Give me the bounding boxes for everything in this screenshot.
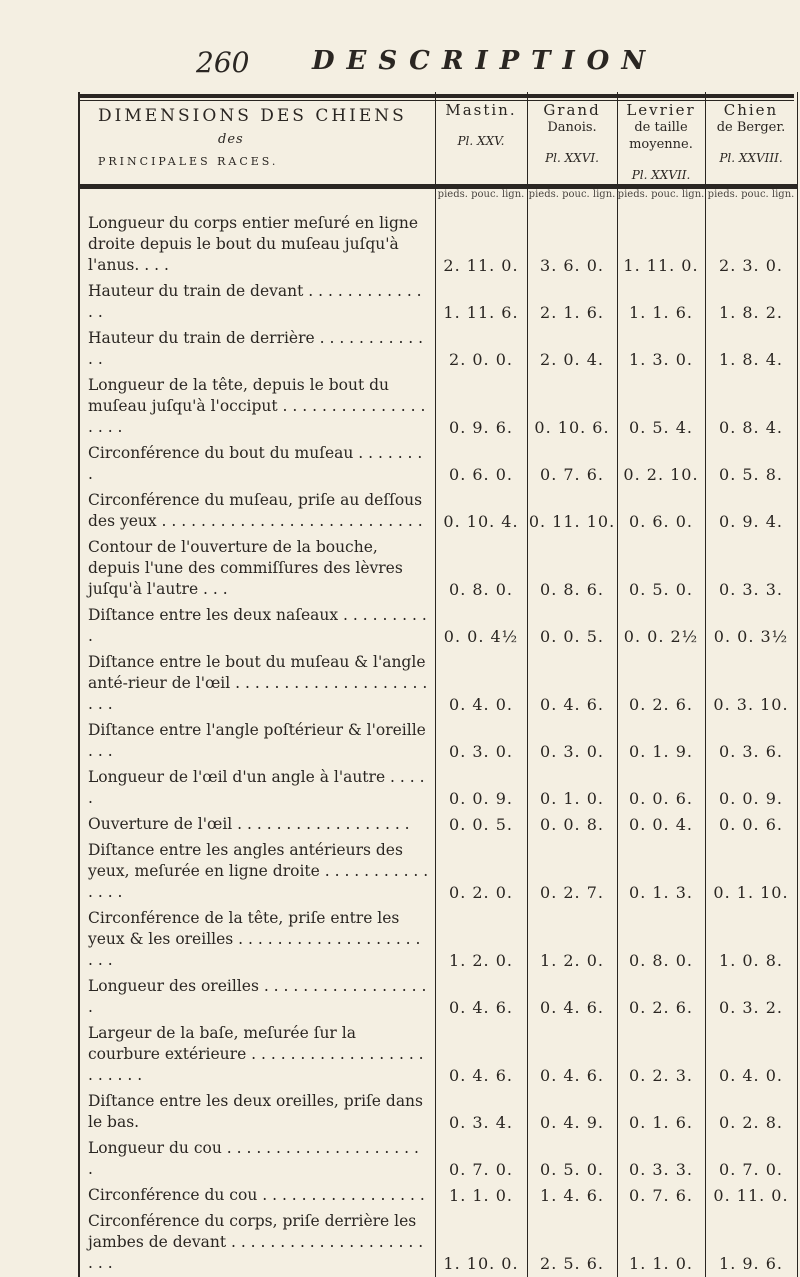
measurement-label: Hauteur du train de devant . . . . . . . . . . . . . . (79, 279, 435, 326)
measurement-value: 0. 0. 6. (617, 765, 705, 812)
measurement-value: 0. 4. 9. (527, 1089, 617, 1136)
measurement-value: 0. 1. 3. (617, 838, 705, 906)
breed-sub: de taille moyenne. (629, 120, 693, 152)
measurement-value: 0. 3. 0. (527, 718, 617, 765)
measurement-value: 0. 4. 6. (435, 1021, 527, 1089)
table-row (79, 373, 797, 441)
measurement-value: 2. 0. 4. (527, 326, 617, 373)
table-row (79, 1183, 797, 1209)
breed-name: Levrier (626, 101, 696, 119)
measurement-label: Contour de l'ouverture de la bouche, depuis l'une des commiſſures des lèvres juſqu'à l'autre . . . (79, 535, 435, 603)
measurement-label: Diſtance entre les deux oreilles, priſe dans le bas. (79, 1089, 435, 1136)
page-number: 260 (196, 46, 250, 79)
measurement-value: 0. 9. 6. (435, 373, 527, 441)
measurement-value: 1. 1. 0. (435, 1183, 527, 1209)
measurement-value: 0. 0. 2½ (617, 603, 705, 650)
measurement-value: 0. 2. 10. (617, 441, 705, 488)
measurement-value: 1. 2. 0. (435, 906, 527, 974)
breed-name: Grand (543, 101, 601, 119)
measurement-label: Diſtance entre le bout du muſeau & l'angle anté-rieur de l'œil . . . . . . . . . . . . . . . . . . . . . . . (79, 650, 435, 718)
breed-header-levrier (617, 92, 705, 187)
measurement-value: 0. 8. 0. (617, 906, 705, 974)
measurement-value: 0. 4. 6. (527, 650, 617, 718)
measurement-value: 0. 2. 3. (617, 1021, 705, 1089)
measurement-value: 0. 6. 0. (435, 441, 527, 488)
table-row (79, 718, 797, 765)
breed-name: Mastin. (445, 101, 517, 119)
measurement-value: 0. 5. 0. (617, 535, 705, 603)
measurement-value: 0. 4. 0. (435, 650, 527, 718)
measurement-value: 0. 10. 6. (527, 373, 617, 441)
measurement-label: Longueur du cou . . . . . . . . . . . . . . . . . . . . . (79, 1136, 435, 1183)
breed-plate: Pl. XXV. (457, 134, 505, 148)
measurement-value: 2. 3. 0. (705, 211, 797, 279)
measurement-value: 0. 4. 6. (527, 974, 617, 1021)
measurement-value: 0. 0. 4½ (435, 603, 527, 650)
measurement-value: 0. 3. 3. (705, 535, 797, 603)
measurement-value: 0. 3. 2. (705, 974, 797, 1021)
measurement-value: 0. 1. 6. (617, 1089, 705, 1136)
measurement-value: 0. 5. 0. (527, 1136, 617, 1183)
measurement-value: 0. 10. 4. (435, 488, 527, 535)
measurement-label: Diſtance entre l'angle poſtérieur & l'oreille . . . (79, 718, 435, 765)
measurement-value: 0. 7. 6. (527, 441, 617, 488)
measurement-label: Hauteur du train de derrière . . . . . . . . . . . . . (79, 326, 435, 373)
measurement-value: 0. 4. 0. (705, 1021, 797, 1089)
measurement-value: 1. 1. 6. (617, 279, 705, 326)
measurement-value: 0. 8. 6. (527, 535, 617, 603)
measurement-value: 2. 11. 0. (435, 211, 527, 279)
breed-header-chien-de-berger (705, 92, 797, 187)
breed-plate: Pl. XXVII. (631, 168, 691, 182)
table-row (79, 1089, 797, 1136)
measurement-value: 0. 11. 10. (527, 488, 617, 535)
measurement-value: 0. 1. 10. (705, 838, 797, 906)
measurement-value: 0. 3. 0. (435, 718, 527, 765)
measurement-value: 0. 1. 0. (527, 765, 617, 812)
measurement-value: 0. 5. 8. (705, 441, 797, 488)
measurement-label: Circonférence du bout du muſeau . . . . . . . . (79, 441, 435, 488)
breed-name: Chien (723, 101, 779, 119)
measurement-value: 0. 0. 5. (527, 603, 617, 650)
table-row (79, 812, 797, 838)
table-row (79, 765, 797, 812)
table-row (79, 488, 797, 535)
measurement-value: 0. 2. 8. (705, 1089, 797, 1136)
units-row (79, 187, 797, 212)
measurement-label: Circonférence du muſeau, priſe au deſſous des yeux . . . . . . . . . . . . . . . . . . . . . . . . . . . (79, 488, 435, 535)
running-head (0, 40, 800, 90)
measurement-value: 0. 0. 6. (705, 812, 797, 838)
measurement-label: Diſtance entre les angles antérieurs des yeux, meſurée en ligne droite . . . . . . . . . . . . . . . (79, 838, 435, 906)
measurement-value: 1. 3. 0. (617, 326, 705, 373)
measurement-label: Largeur de la baſe, meſurée ſur la courbure extérieure . . . . . . . . . . . . . . . . . . . . . . . . (79, 1021, 435, 1089)
table-row (79, 1136, 797, 1183)
table-row (79, 906, 797, 974)
measurement-value: 2. 0. 0. (435, 326, 527, 373)
measurement-value: 0. 0. 9. (705, 765, 797, 812)
table-row (79, 535, 797, 603)
measurement-value: 2. 5. 6. (527, 1209, 617, 1277)
breed-header-grand-danois (527, 92, 617, 187)
table-row (79, 1021, 797, 1089)
measurement-label: Diſtance entre les deux naſeaux . . . . . . . . . . (79, 603, 435, 650)
measurement-label: Circonférence de la tête, priſe entre les yeux & les oreilles . . . . . . . . . . . . . . . . . . . . . . (79, 906, 435, 974)
measurement-value: 1. 9. 6. (705, 1209, 797, 1277)
measurement-label: Longueur de la tête, depuis le bout du muſeau juſqu'à l'occiput . . . . . . . . . . . . . . . . . . . (79, 373, 435, 441)
measurement-value: 1. 8. 2. (705, 279, 797, 326)
table-row (79, 441, 797, 488)
table-row (79, 326, 797, 373)
breed-plate: Pl. XXVI. (545, 151, 599, 165)
measurement-value: 0. 4. 6. (527, 1021, 617, 1089)
measurement-label: Ouverture de l'œil . . . . . . . . . . . . . . . . . . (79, 812, 435, 838)
measurement-value: 0. 0. 3½ (705, 603, 797, 650)
units-label: pieds. pouc. lign. (705, 187, 797, 212)
measurement-value: 0. 6. 0. (617, 488, 705, 535)
measurement-value: 0. 2. 6. (617, 650, 705, 718)
measurement-value: 0. 2. 6. (617, 974, 705, 1021)
measurement-label: Longueur des oreilles . . . . . . . . . . . . . . . . . . (79, 974, 435, 1021)
measurement-value: 0. 7. 6. (617, 1183, 705, 1209)
measurement-label: Longueur du corps entier meſuré en ligne droite depuis le bout du muſeau juſqu'à l'anus. . . . (79, 211, 435, 279)
table-title-des: des (218, 132, 244, 147)
measurement-value: 0. 0. 8. (527, 812, 617, 838)
table-row (79, 838, 797, 906)
measurement-value: 1. 11. 0. (617, 211, 705, 279)
measurement-value: 1. 2. 0. (527, 906, 617, 974)
measurement-value: 0. 4. 6. (435, 974, 527, 1021)
measurement-value: 1. 0. 8. (705, 906, 797, 974)
table-row (79, 211, 797, 279)
measurement-value: 0. 0. 9. (435, 765, 527, 812)
measurement-value: 3. 6. 0. (527, 211, 617, 279)
table-row (79, 603, 797, 650)
measurement-value: 0. 9. 4. (705, 488, 797, 535)
table-title: DIMENSIONS DES CHIENS (98, 106, 407, 126)
dimensions-table (78, 92, 798, 1277)
measurement-value: 0. 3. 6. (705, 718, 797, 765)
breed-sub: Danois. (547, 120, 597, 135)
table-row (79, 1209, 797, 1277)
units-label: pieds. pouc. lign. (527, 187, 617, 212)
measurement-value: 0. 0. 5. (435, 812, 527, 838)
table-row (79, 974, 797, 1021)
measurement-value: 0. 3. 3. (617, 1136, 705, 1183)
measurement-value: 2. 1. 6. (527, 279, 617, 326)
measurement-value: 0. 2. 0. (435, 838, 527, 906)
measurement-value: 1. 4. 6. (527, 1183, 617, 1209)
measurement-value: 0. 5. 4. (617, 373, 705, 441)
table-row (79, 279, 797, 326)
running-title: DESCRIPTION (312, 46, 658, 76)
measurement-value: 0. 8. 0. (435, 535, 527, 603)
measurement-value: 0. 7. 0. (705, 1136, 797, 1183)
measurement-value: 0. 7. 0. (435, 1136, 527, 1183)
measurement-value: 0. 11. 0. (705, 1183, 797, 1209)
table-row (79, 650, 797, 718)
measurement-value: 0. 2. 7. (527, 838, 617, 906)
measurement-value: 1. 10. 0. (435, 1209, 527, 1277)
measurement-label: Circonférence du cou . . . . . . . . . . . . . . . . . (79, 1183, 435, 1209)
measurement-value: 1. 8. 4. (705, 326, 797, 373)
table-body (79, 211, 797, 1277)
measurement-value: 0. 0. 4. (617, 812, 705, 838)
measurement-value: 0. 3. 10. (705, 650, 797, 718)
table-subtitle: PRINCIPALES RACES. (98, 155, 279, 168)
units-label: pieds. pouc. lign. (435, 187, 527, 212)
measurement-label: Circonférence du corps, priſe derrière les jambes de devant . . . . . . . . . . . . . . . . . . . . . . . (79, 1209, 435, 1277)
breed-plate: Pl. XXVIII. (719, 151, 783, 165)
measurement-value: 0. 3. 4. (435, 1089, 527, 1136)
measurement-value: 0. 1. 9. (617, 718, 705, 765)
units-label: pieds. pouc. lign. (617, 187, 705, 212)
measurement-value: 1. 11. 6. (435, 279, 527, 326)
table-title-cell (79, 92, 435, 187)
measurement-value: 0. 8. 4. (705, 373, 797, 441)
breed-header-mastin (435, 92, 527, 187)
breed-sub: de Berger. (716, 120, 786, 135)
measurement-value: 1. 1. 0. (617, 1209, 705, 1277)
measurement-label: Longueur de l'œil d'un angle à l'autre . . . . . (79, 765, 435, 812)
